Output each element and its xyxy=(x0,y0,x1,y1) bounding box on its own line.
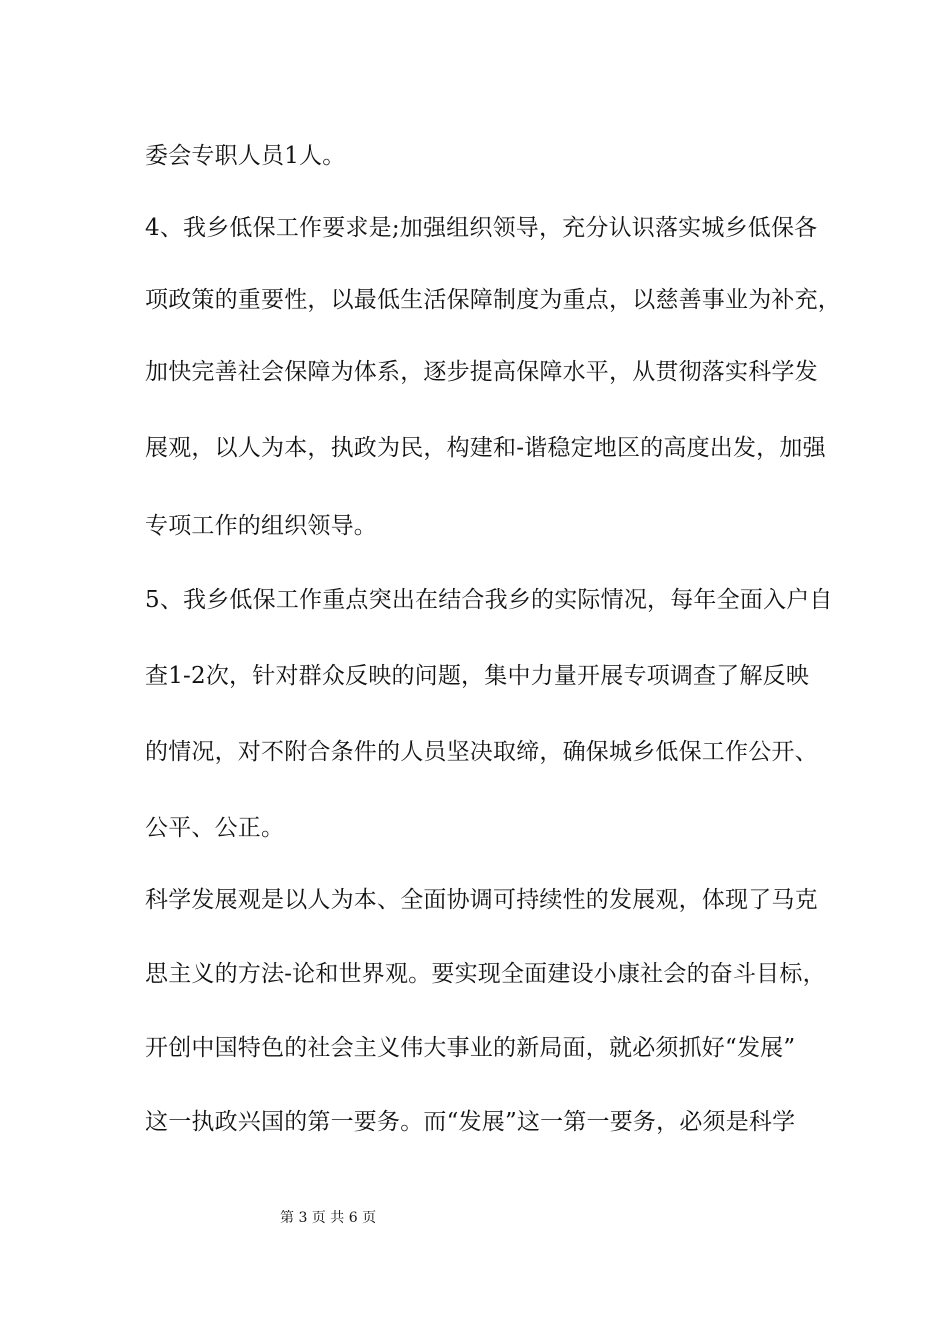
text-line: 加快完善社会保障为体系，逐步提高保障水平，从贯彻落实科学发 xyxy=(145,359,818,385)
text-line: 科学发展观是以人为本、全面协调可持续性的发展观，体现了马克 xyxy=(145,887,818,913)
text-line: 的情况，对不附合条件的人员坚决取缔，确保城乡低保工作公开、 xyxy=(145,739,818,765)
text-line: 展观，以人为本，执政为民，构建和-谐稳定地区的高度出发，加强 xyxy=(145,435,826,461)
text-line: 思主义的方法-论和世界观。要实现全面建设小康社会的奋斗目标， xyxy=(145,961,826,987)
text-line: 委会专职人员1人。 xyxy=(145,143,346,169)
text-line: 项政策的重要性，以最低生活保障制度为重点，以慈善事业为补充， xyxy=(145,287,841,313)
text-line: 5、我乡低保工作重点突出在结合我乡的实际情况，每年全面入户自 xyxy=(145,587,833,613)
text-line: 专项工作的组织领导。 xyxy=(145,513,377,539)
text-line: 4、我乡低保工作要求是;加强组织领导，充分认识落实城乡低保各 xyxy=(145,215,818,241)
text-line: 查1-2次，针对群众反映的问题，集中力量开展专项调查了解反映 xyxy=(145,663,810,689)
page-number: 第 3 页 共 6 页 xyxy=(280,1210,377,1226)
text-line: 公平、公正。 xyxy=(145,815,285,841)
text-line: 开创中国特色的社会主义伟大事业的新局面，就必须抓好“发展” xyxy=(145,1035,796,1061)
text-line: 这一执政兴国的第一要务。而“发展”这一第一要务，必须是科学 xyxy=(145,1109,796,1135)
page-footer xyxy=(0,1209,950,1227)
